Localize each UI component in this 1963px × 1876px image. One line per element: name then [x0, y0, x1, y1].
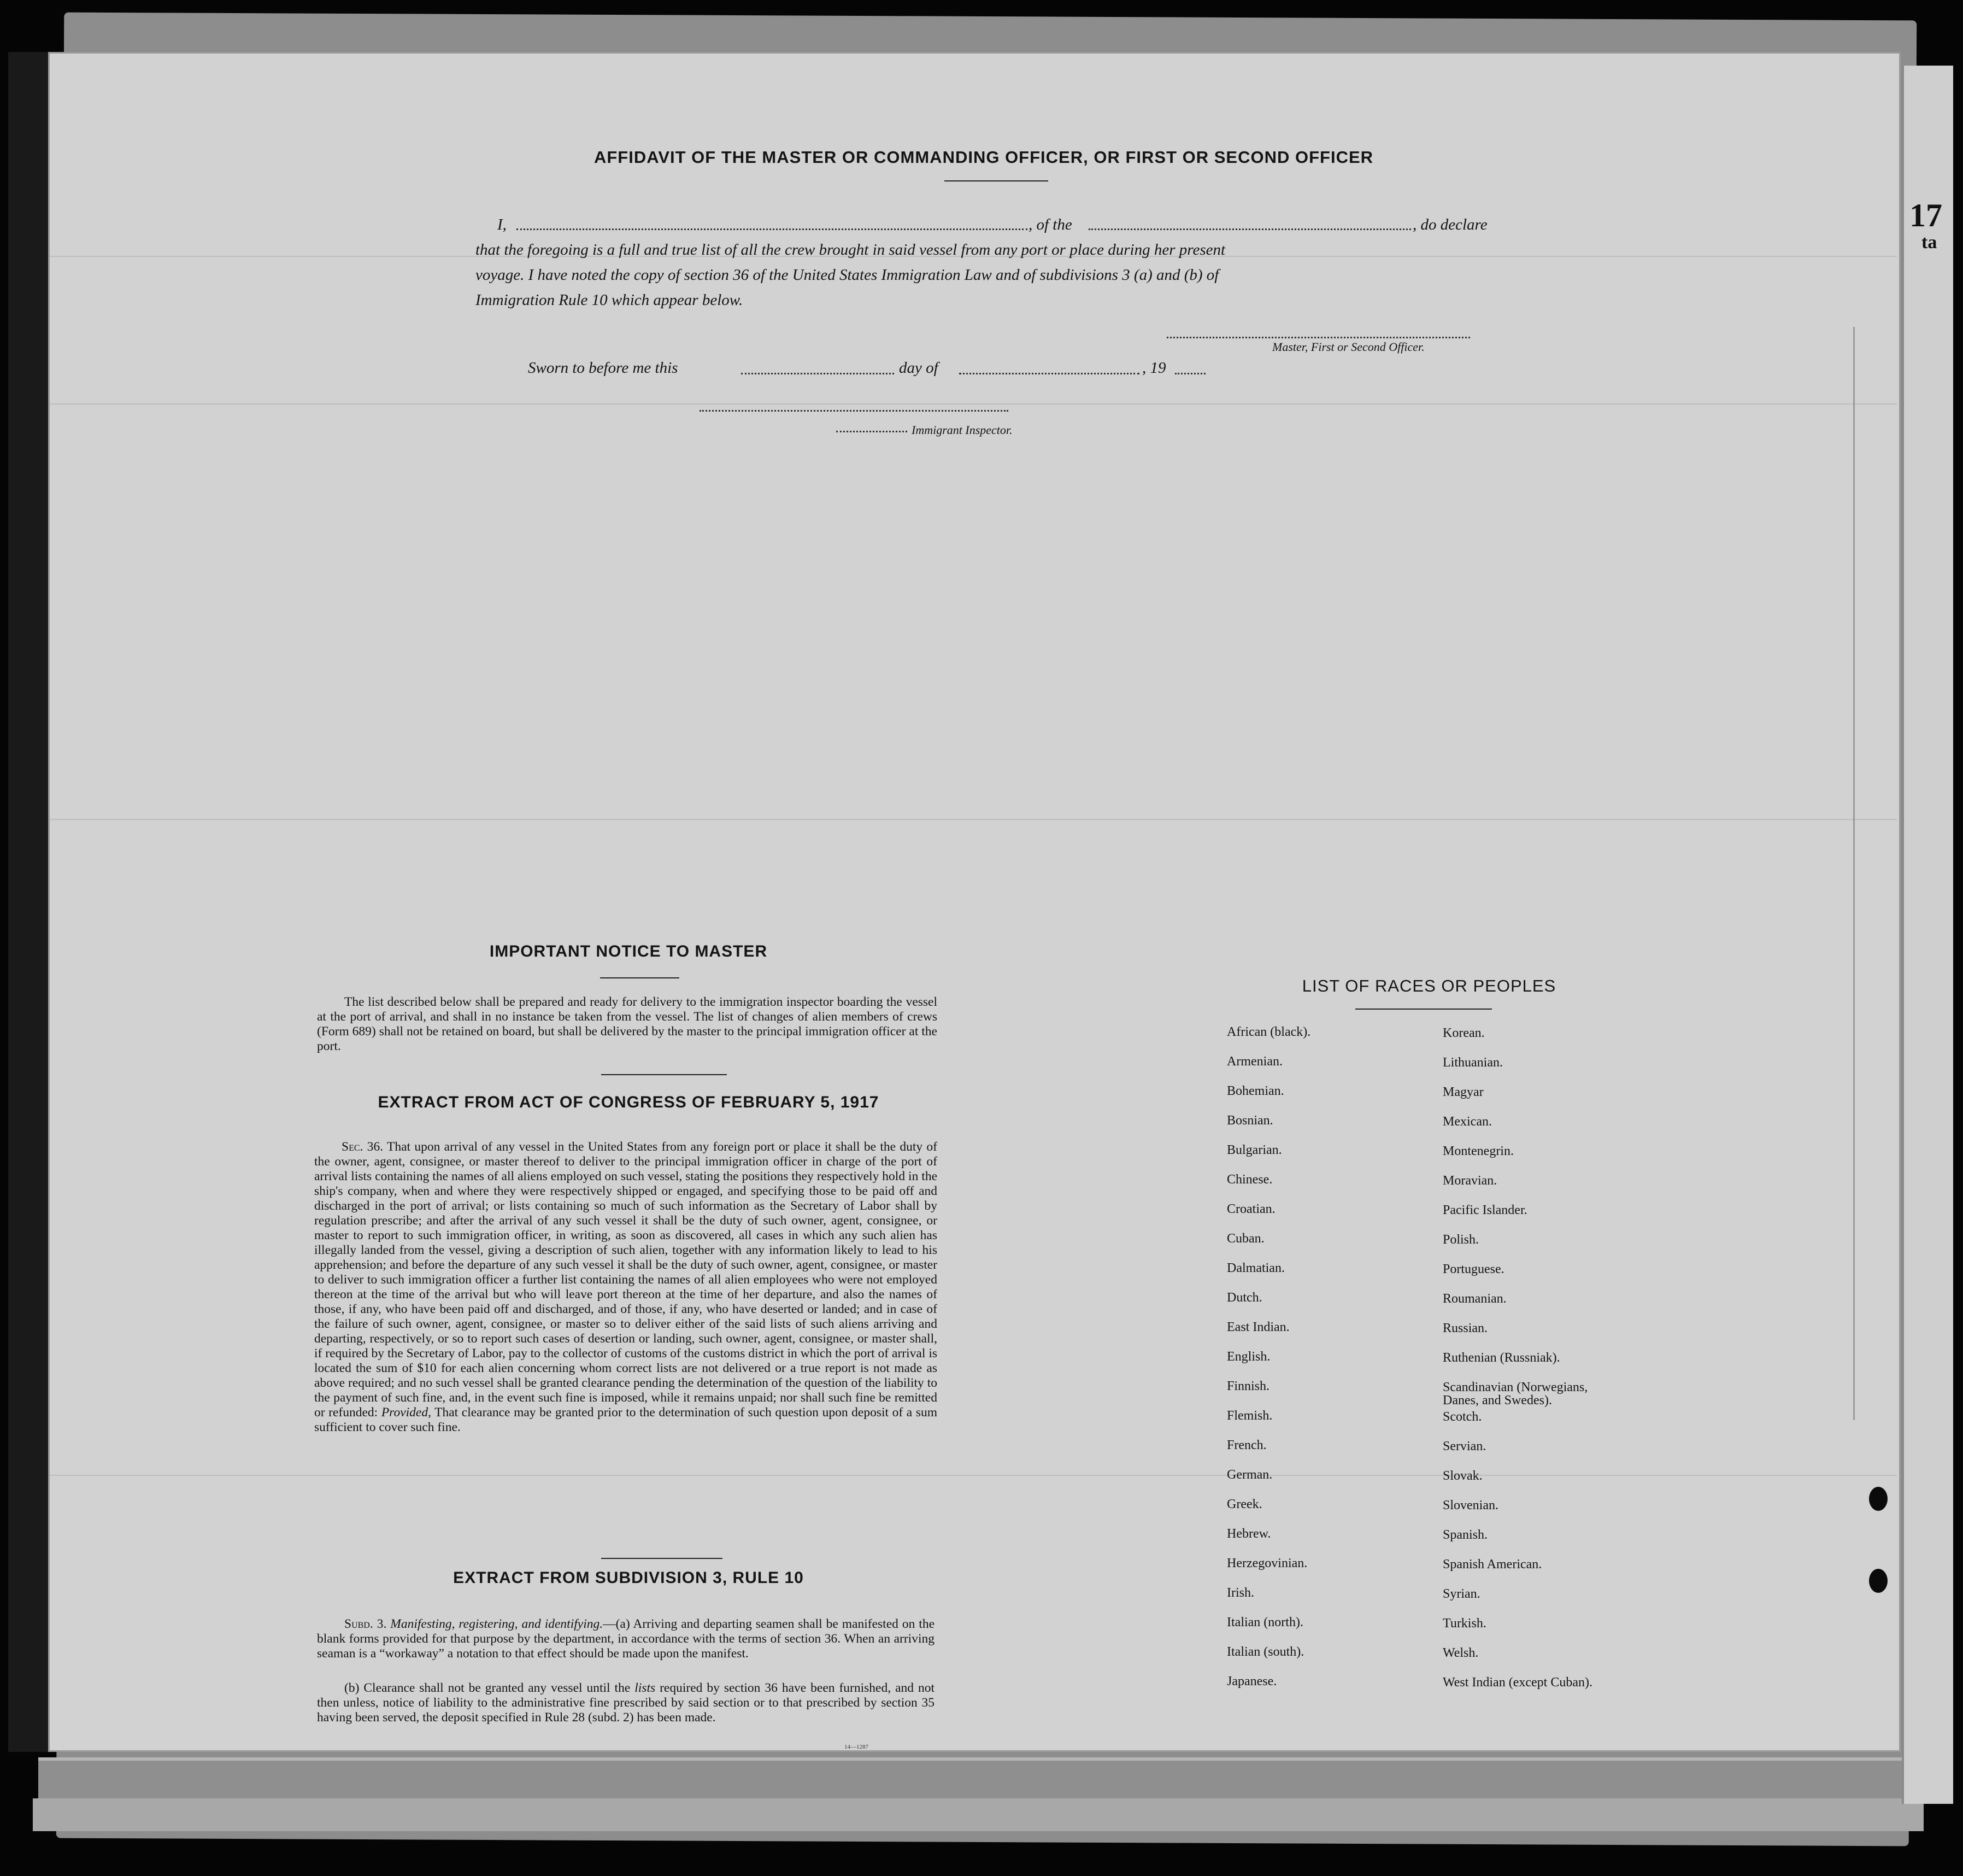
race-item: Servian. — [1443, 1439, 1486, 1453]
sworn-prefix: Sworn to before me this — [528, 359, 678, 377]
important-notice-title: IMPORTANT NOTICE TO MASTER — [489, 942, 768, 960]
race-item: Chinese. — [1227, 1172, 1273, 1187]
provided-text: That clearance may be granted prior to the determination of such question upon deposit of a sum sufficient to cover such fine. — [314, 1405, 938, 1434]
race-item: Roumanian. — [1443, 1292, 1507, 1306]
affidavit-line-3: voyage. I have noted the copy of section 36 of the United States Immigration Law and of subdivisions 3 (a) and (b) of — [475, 266, 1219, 284]
affidavit-do-declare: , do declare — [1413, 216, 1488, 233]
race-item: Bohemian. — [1227, 1084, 1284, 1098]
race-item: Bulgarian. — [1227, 1143, 1282, 1157]
extract-rule-a — [317, 1617, 935, 1661]
left-binding-edge — [8, 52, 48, 1752]
race-item: Moravian. — [1443, 1174, 1497, 1188]
sworn-year-prefix: , 19 — [1142, 359, 1166, 377]
punch-hole — [1869, 1487, 1888, 1511]
extract-rule-title: EXTRACT FROM SUBDIVISION 3, RULE 10 — [453, 1569, 804, 1587]
vessel-blank[interactable] — [1089, 228, 1411, 230]
subd-label: Subd. 3. — [344, 1617, 387, 1631]
race-item: Hebrew. — [1227, 1527, 1271, 1541]
subd-a-text: —(a) Arriving and departing seamen shall be manifested on the blank forms provided for that purpose by the department, in accordance with the terms of section 36. When an arriving seaman is a “workaway” a notation to that effect should be made upon the manifest. — [317, 1617, 935, 1661]
sworn-month-blank[interactable] — [959, 373, 1139, 374]
race-item: Spanish American. — [1443, 1557, 1542, 1572]
inspector-signature-blank[interactable] — [700, 410, 1008, 412]
race-item: Slovenian. — [1443, 1498, 1498, 1512]
race-item: Bosnian. — [1227, 1113, 1273, 1128]
race-item: Cuban. — [1227, 1232, 1265, 1246]
race-item: Finnish. — [1227, 1379, 1270, 1393]
notice-separator — [601, 1074, 727, 1075]
races-column-1 — [1227, 1025, 1310, 1704]
important-notice-text: The list described below shall be prepared and ready for delivery to the immigration inspector boarding the vessel at the port of arrival, and shall in no instance be taken from the vessel. The list of changes of alien members of crews (Form 689) shall not be retained on board, but shall be delivered by the master to the principal immigration officer at the port. — [317, 995, 937, 1053]
extract-act-text — [314, 1140, 937, 1435]
race-item: Magyar — [1443, 1085, 1484, 1099]
sworn-day-of: day of — [899, 359, 938, 377]
race-item: Croatian. — [1227, 1202, 1276, 1216]
sworn-year-blank[interactable] — [1175, 373, 1206, 374]
race-item: Japanese. — [1227, 1674, 1277, 1689]
sworn-day-blank[interactable] — [741, 373, 894, 374]
affidavit-of-the: , of the — [1028, 216, 1072, 233]
race-item: Portuguese. — [1443, 1262, 1504, 1276]
races-title-rule — [1355, 1009, 1492, 1010]
title-underline — [944, 180, 1048, 181]
race-item: Spanish. — [1443, 1528, 1488, 1542]
inspector-leader — [836, 431, 907, 432]
affidavit-i: I, — [497, 216, 507, 233]
race-item: Flemish. — [1227, 1409, 1273, 1423]
race-item: East Indian. — [1227, 1320, 1290, 1334]
race-item: Scotch. — [1443, 1410, 1482, 1424]
master-signature-blank[interactable] — [1167, 337, 1470, 338]
race-item: Turkish. — [1443, 1616, 1486, 1631]
extract-act-title: EXTRACT FROM ACT OF CONGRESS OF FEBRUARY 5, 1917 — [378, 1093, 879, 1111]
affidavit-line-4: Immigration Rule 10 which appear below. — [475, 291, 743, 309]
races-column-2 — [1443, 1027, 1650, 1705]
affidavit-title: AFFIDAVIT OF THE MASTER OR COMMANDING OFFICER, OR FIRST OR SECOND OFFICER — [593, 148, 1374, 167]
race-item: Korean. — [1443, 1026, 1485, 1040]
race-item: Montenegrin. — [1443, 1144, 1514, 1158]
subd-b-rest: required by section 36 have been furnished, and not then unless, notice of liability to the administrative fine prescribed by said section or to that prescribed by section 35 having been served, the deposit specified in Rule 28 (subd. 2) has been made. — [317, 1681, 935, 1725]
race-item: West Indian (except Cuban). — [1443, 1675, 1592, 1690]
race-item: Welsh. — [1443, 1646, 1479, 1660]
adjacent-page-edge — [1902, 66, 1953, 1804]
race-item: French. — [1227, 1438, 1267, 1452]
subd-b-label: (b) — [344, 1681, 360, 1695]
race-item: Ruthenian (Russniak). — [1443, 1351, 1560, 1365]
bottom-paper-edge-lower — [33, 1798, 1924, 1831]
race-item: German. — [1227, 1468, 1273, 1482]
race-item: Armenian. — [1227, 1054, 1283, 1069]
punch-hole — [1869, 1569, 1888, 1593]
race-item: Greek. — [1227, 1497, 1262, 1511]
race-item: Dalmatian. — [1227, 1261, 1285, 1275]
page-number-fragment: 17 — [1909, 197, 1942, 233]
race-item: Pacific Islander. — [1443, 1203, 1527, 1217]
extract-rule-b — [317, 1681, 935, 1725]
subd-b-lists: lists — [634, 1681, 656, 1695]
race-item: Scandinavian (Norwegians, Danes, and Swedes). — [1443, 1380, 1588, 1408]
subd-b-text: Clearance shall not be granted any vessel until the — [363, 1681, 631, 1695]
race-item: Polish. — [1443, 1233, 1479, 1247]
act-separator — [601, 1558, 722, 1559]
right-page-rule — [1853, 327, 1855, 1420]
race-item: Lithuanian. — [1443, 1056, 1503, 1070]
page-letter-fragment: ta — [1921, 232, 1937, 253]
form-number: 14—1287 — [844, 1744, 868, 1750]
race-item: English. — [1227, 1350, 1271, 1364]
race-item: Dutch. — [1227, 1291, 1262, 1305]
master-signature-label: Master, First or Second Officer. — [1272, 340, 1425, 354]
race-item: Italian (south). — [1227, 1645, 1304, 1659]
race-item: Italian (north). — [1227, 1615, 1303, 1629]
subd-heading: Manifesting, registering, and identifying. — [390, 1617, 603, 1631]
bleed-through-rule — [50, 403, 1897, 404]
provided-label: Provided, — [381, 1405, 431, 1420]
race-item: African (black). — [1227, 1025, 1311, 1039]
race-item: Slovak. — [1443, 1469, 1483, 1483]
affidavit-line-2: that the foregoing is a full and true list of all the crew brought in said vessel from any port or place during her present — [475, 241, 1226, 259]
bleed-through-rule — [50, 819, 1897, 820]
inspector-label: Immigrant Inspector. — [912, 423, 1013, 437]
race-item: Syrian. — [1443, 1587, 1480, 1601]
race-item: Irish. — [1227, 1586, 1254, 1600]
races-title: LIST OF RACES OR PEOPLES — [1302, 976, 1556, 995]
race-item: Mexican. — [1443, 1115, 1492, 1129]
race-item: Russian. — [1443, 1321, 1488, 1335]
section-label: Sec. 36. — [342, 1140, 384, 1154]
race-item: Herzegovinian. — [1227, 1556, 1308, 1570]
name-blank[interactable] — [516, 228, 1027, 230]
section-body: That upon arrival of any vessel in the United States from any foreign port or place it shall be the duty of the owner, agent, consignee, or master thereof to deliver to the principal immigration officer in charge of the port of arrival lists containing the names of all aliens employed on such vessel, stating the positions they respectively hold in the ship's company, when and where they were respectively shipped or engaged, and specifying those to be paid off and discharged in the port of arrival; or lists containing so much of such information as the Secretary of Labor shall by regulation prescribe; and after the arrival of any such vessel it shall be the duty of such owner, agent, consignee, or master to report to such immigration officer, in writing, as soon as discovered, all cases in which any such alien has illegally landed from the vessel, giving a description of such alien, together with any information likely to lead to his apprehension; and before the departure of any such vessel it shall be the duty of such owner, agent, consignee, or master to deliver to such immigration officer a further list containing the names of all alien employees who were not employed thereon at the time of the arrival but who will leave port thereon at the time of her departure, and also the names of those, if any, who have been paid off and discharged, and of those, if any, who have deserted or landed; and in case of the failure of such owner, agent, consignee, or master so to deliver either of the said lists of such aliens arriving and departing, respectively, or so to report such cases of desertion or landing, such owner, agent, consignee, or master shall, if required by the Secretary of Labor, pay to the collector of customs of the customs district in which the port of arrival is located the sum of $10 for each alien concerning whom correct lists are not delivered or a true report is not made as above required; and no such vessel shall be granted clearance pending the determination of the question of the liability to the payment of such fine, and, in the event such fine is imposed, while it remains unpaid; nor shall such fine be remitted or refunded: — [314, 1140, 938, 1420]
notice-title-rule — [600, 977, 679, 978]
